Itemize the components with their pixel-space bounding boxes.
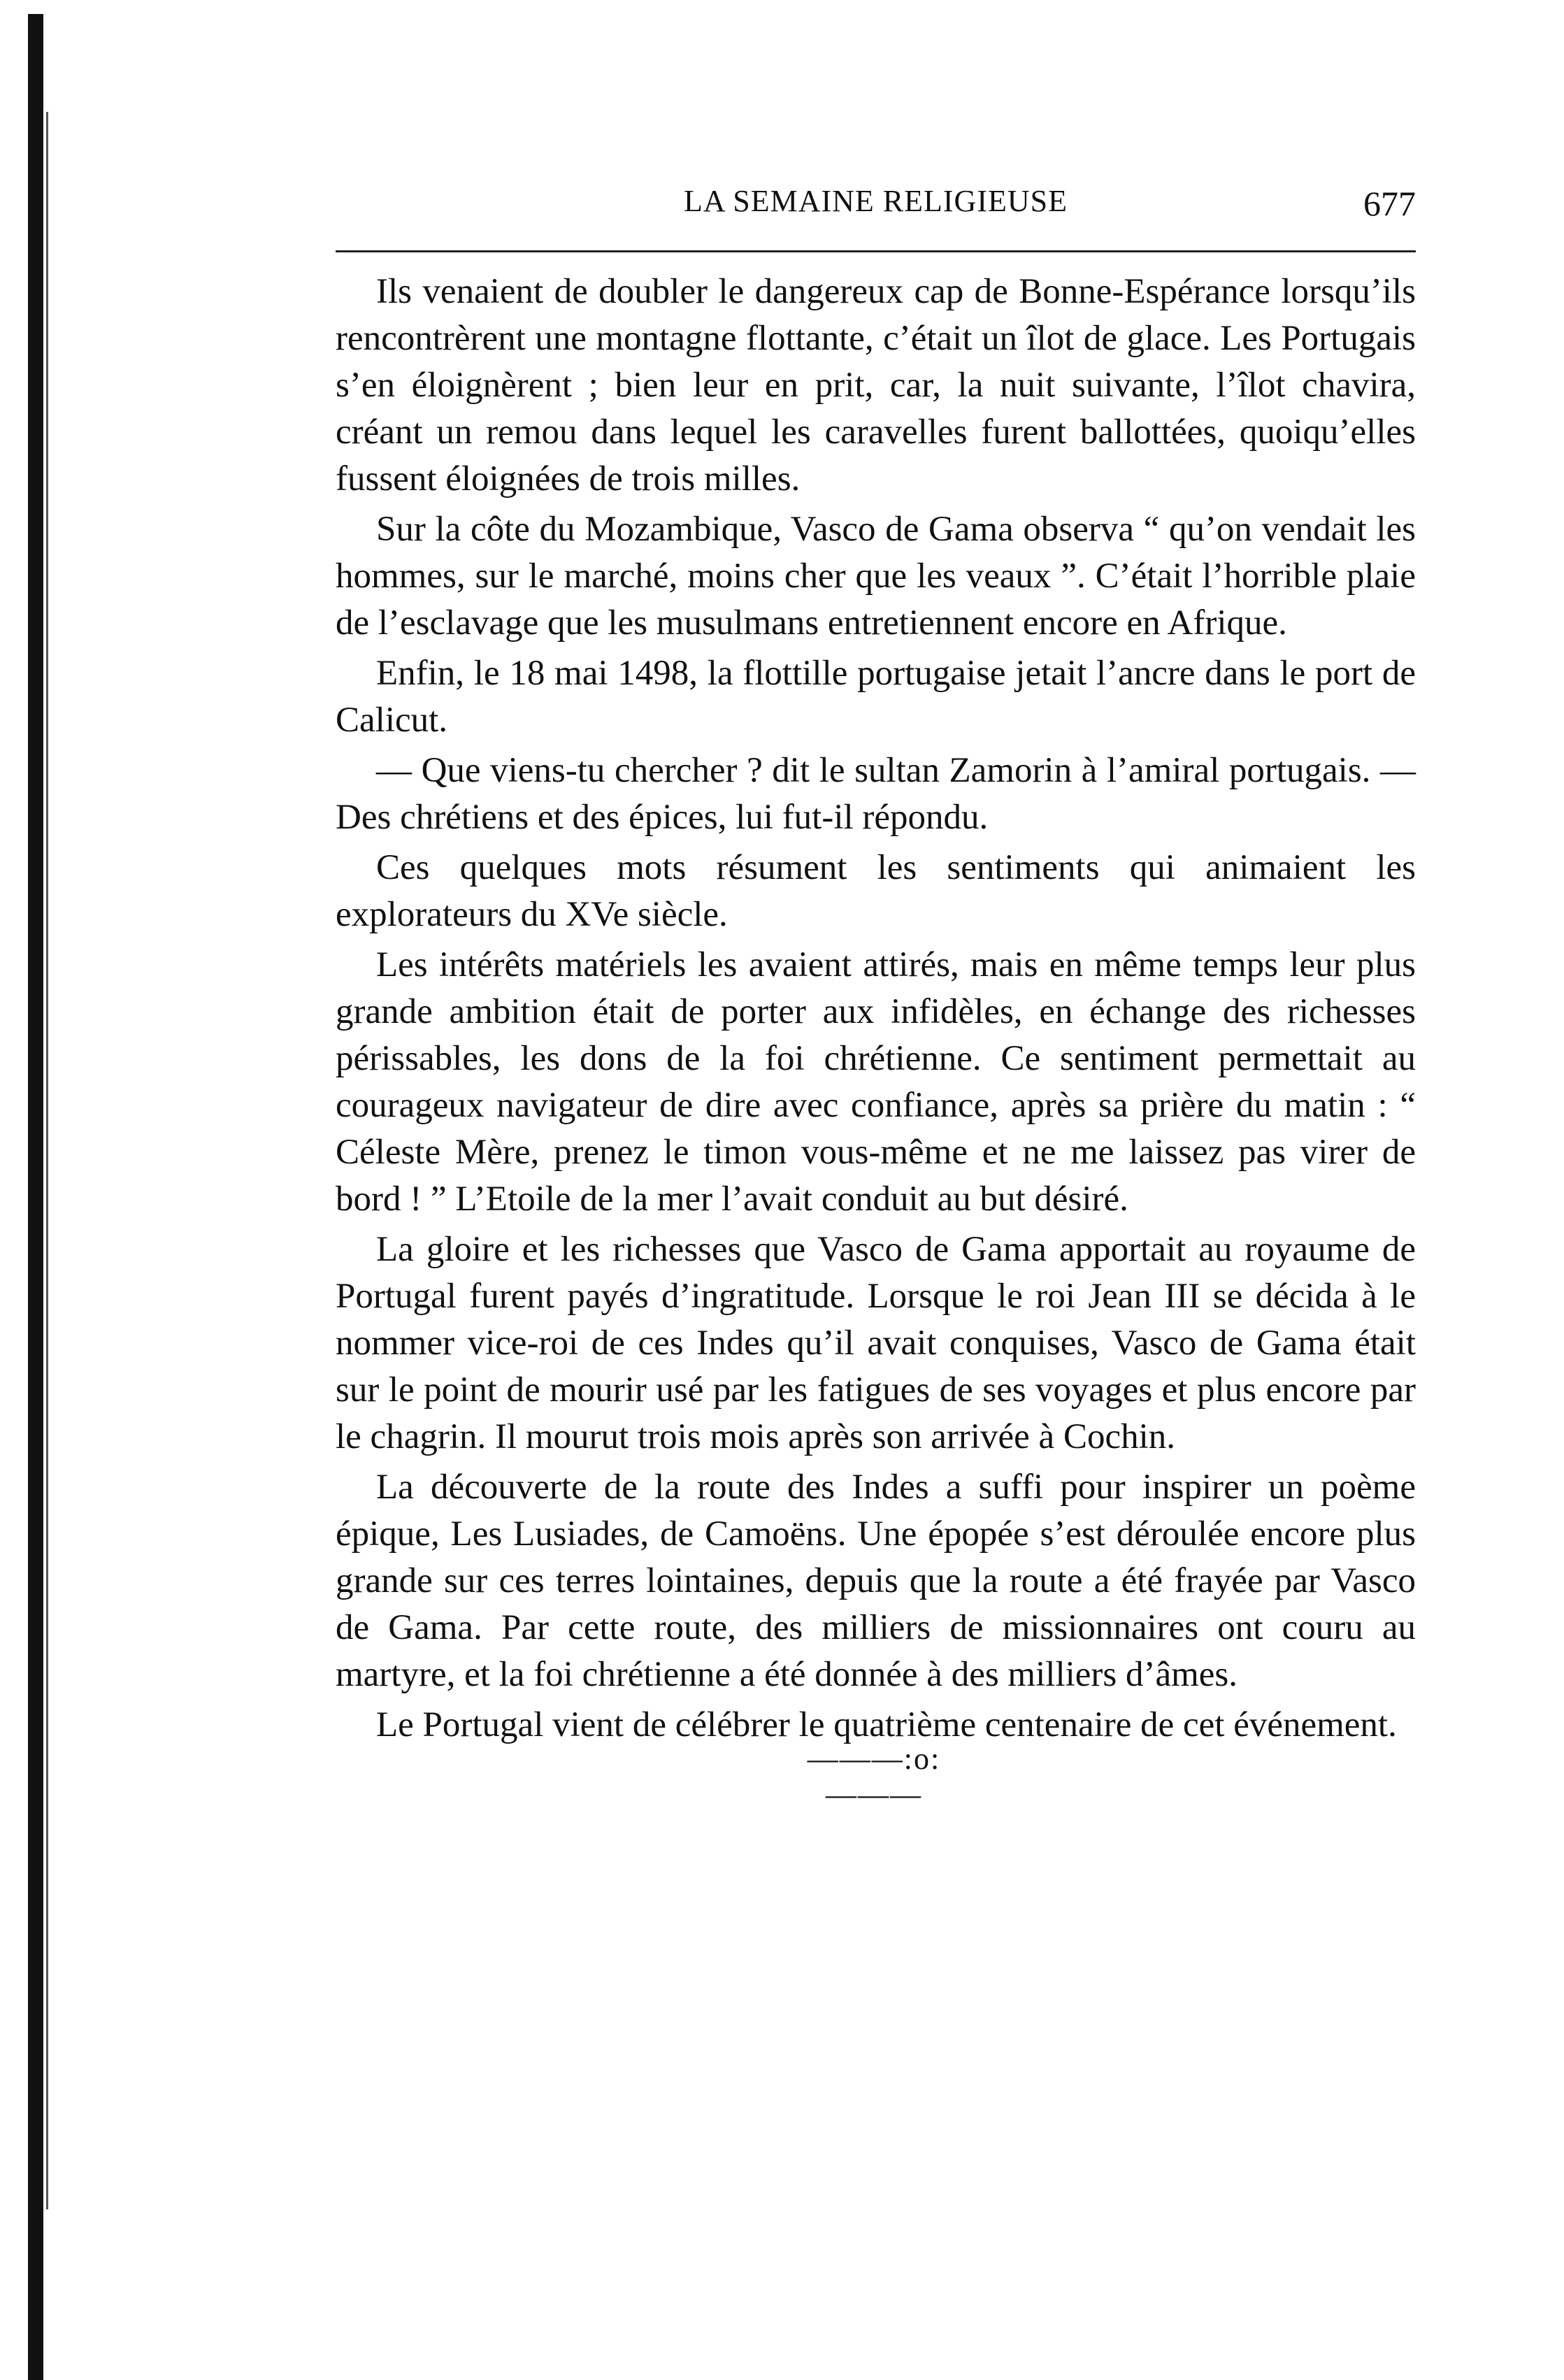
paragraph-faith: Les intérêts matériels les avaient attirés, mais en même temps leur plus grande ambition était de porter aux infidèles, en échange des richesses périssables, les dons de la foi chrétienne. Ce sentiment permettait au courageux navigateur de dire avec confiance, après sa prière du matin : “ Céleste Mère, prenez le timon vous-même et ne me laissez pas virer de bord ! ” L’Etoile de la mer l’avait conduit au but désiré. — [336, 945, 1416, 1219]
article-body — [336, 268, 1416, 1749]
paragraph-dialogue: — Que viens-tu chercher ? dit le sultan Zamorin à l’amiral portugais. — Des chrétiens et des épices, lui fut-il répondu. — [336, 751, 1416, 837]
paragraph-explorers: Ces quelques mots résument les sentiments qui animaient les explorateurs du XVe siècle. — [336, 848, 1416, 934]
paragraph-ingratitude: La gloire et les richesses que Vasco de Gama apportait au royaume de Portugal furent payés d’ingratitude. Lorsque le roi Jean III se décida à le nommer vice-roi de ces Indes qu’il avait conquises, Vasco de Gama était sur le point de mourir usé par les fatigues de ses voyages et plus encore par le chagrin. Il mourut trois mois après son arrivée à Cochin. — [336, 1230, 1416, 1456]
binding-edge-line — [46, 112, 48, 2209]
page-header — [336, 183, 1416, 232]
binding-shadow — [28, 14, 43, 2380]
page-number: 677 — [1363, 184, 1416, 223]
section-separator: ———:o:——— — [807, 1742, 941, 1812]
paragraph-calicut: Enfin, le 18 mai 1498, la flottille portugaise jetait l’ancre dans le port de Calicut. — [336, 654, 1416, 740]
paragraph-centenary: Le Portugal vient de célébrer le quatrième centenaire de cet événement. — [376, 1705, 1397, 1744]
running-title: LA SEMAINE RELIGIEUSE — [684, 184, 1068, 218]
paragraph-lusiades: La découverte de la route des Indes a suffi pour inspirer un poème épique, Les Lusiades, de Camoëns. Une épopée s’est déroulée encore plus grande sur ces terres lointaines, depuis que la route a été frayée par Vasco de Gama. Par cette route, des milliers de missionnaires ont couru au martyre, et la foi chrétienne a été donnée à des milliers d’âmes. — [336, 1468, 1416, 1694]
header-rule — [336, 250, 1416, 252]
paragraph-mozambique: Sur la côte du Mozambique, Vasco de Gama observa “ qu’on vendait les hommes, sur le marché, moins cher que les veaux ”. C’était l’horrible plaie de l’esclavage que les musulmans entretiennent encore en Afrique. — [336, 510, 1416, 643]
paragraph-iceberg: Ils venaient de doubler le dangereux cap de Bonne-Espérance lorsqu’ils rencontrèrent une montagne flottante, c’était un îlot de glace. Les Portugais s’en éloignèrent ; bien leur en prit, car, la nuit suivante, l’îlot chavira, créant un remou dans lequel les caravelles furent ballottées, quoiqu’elles fussent éloignées de trois milles. — [336, 272, 1416, 499]
